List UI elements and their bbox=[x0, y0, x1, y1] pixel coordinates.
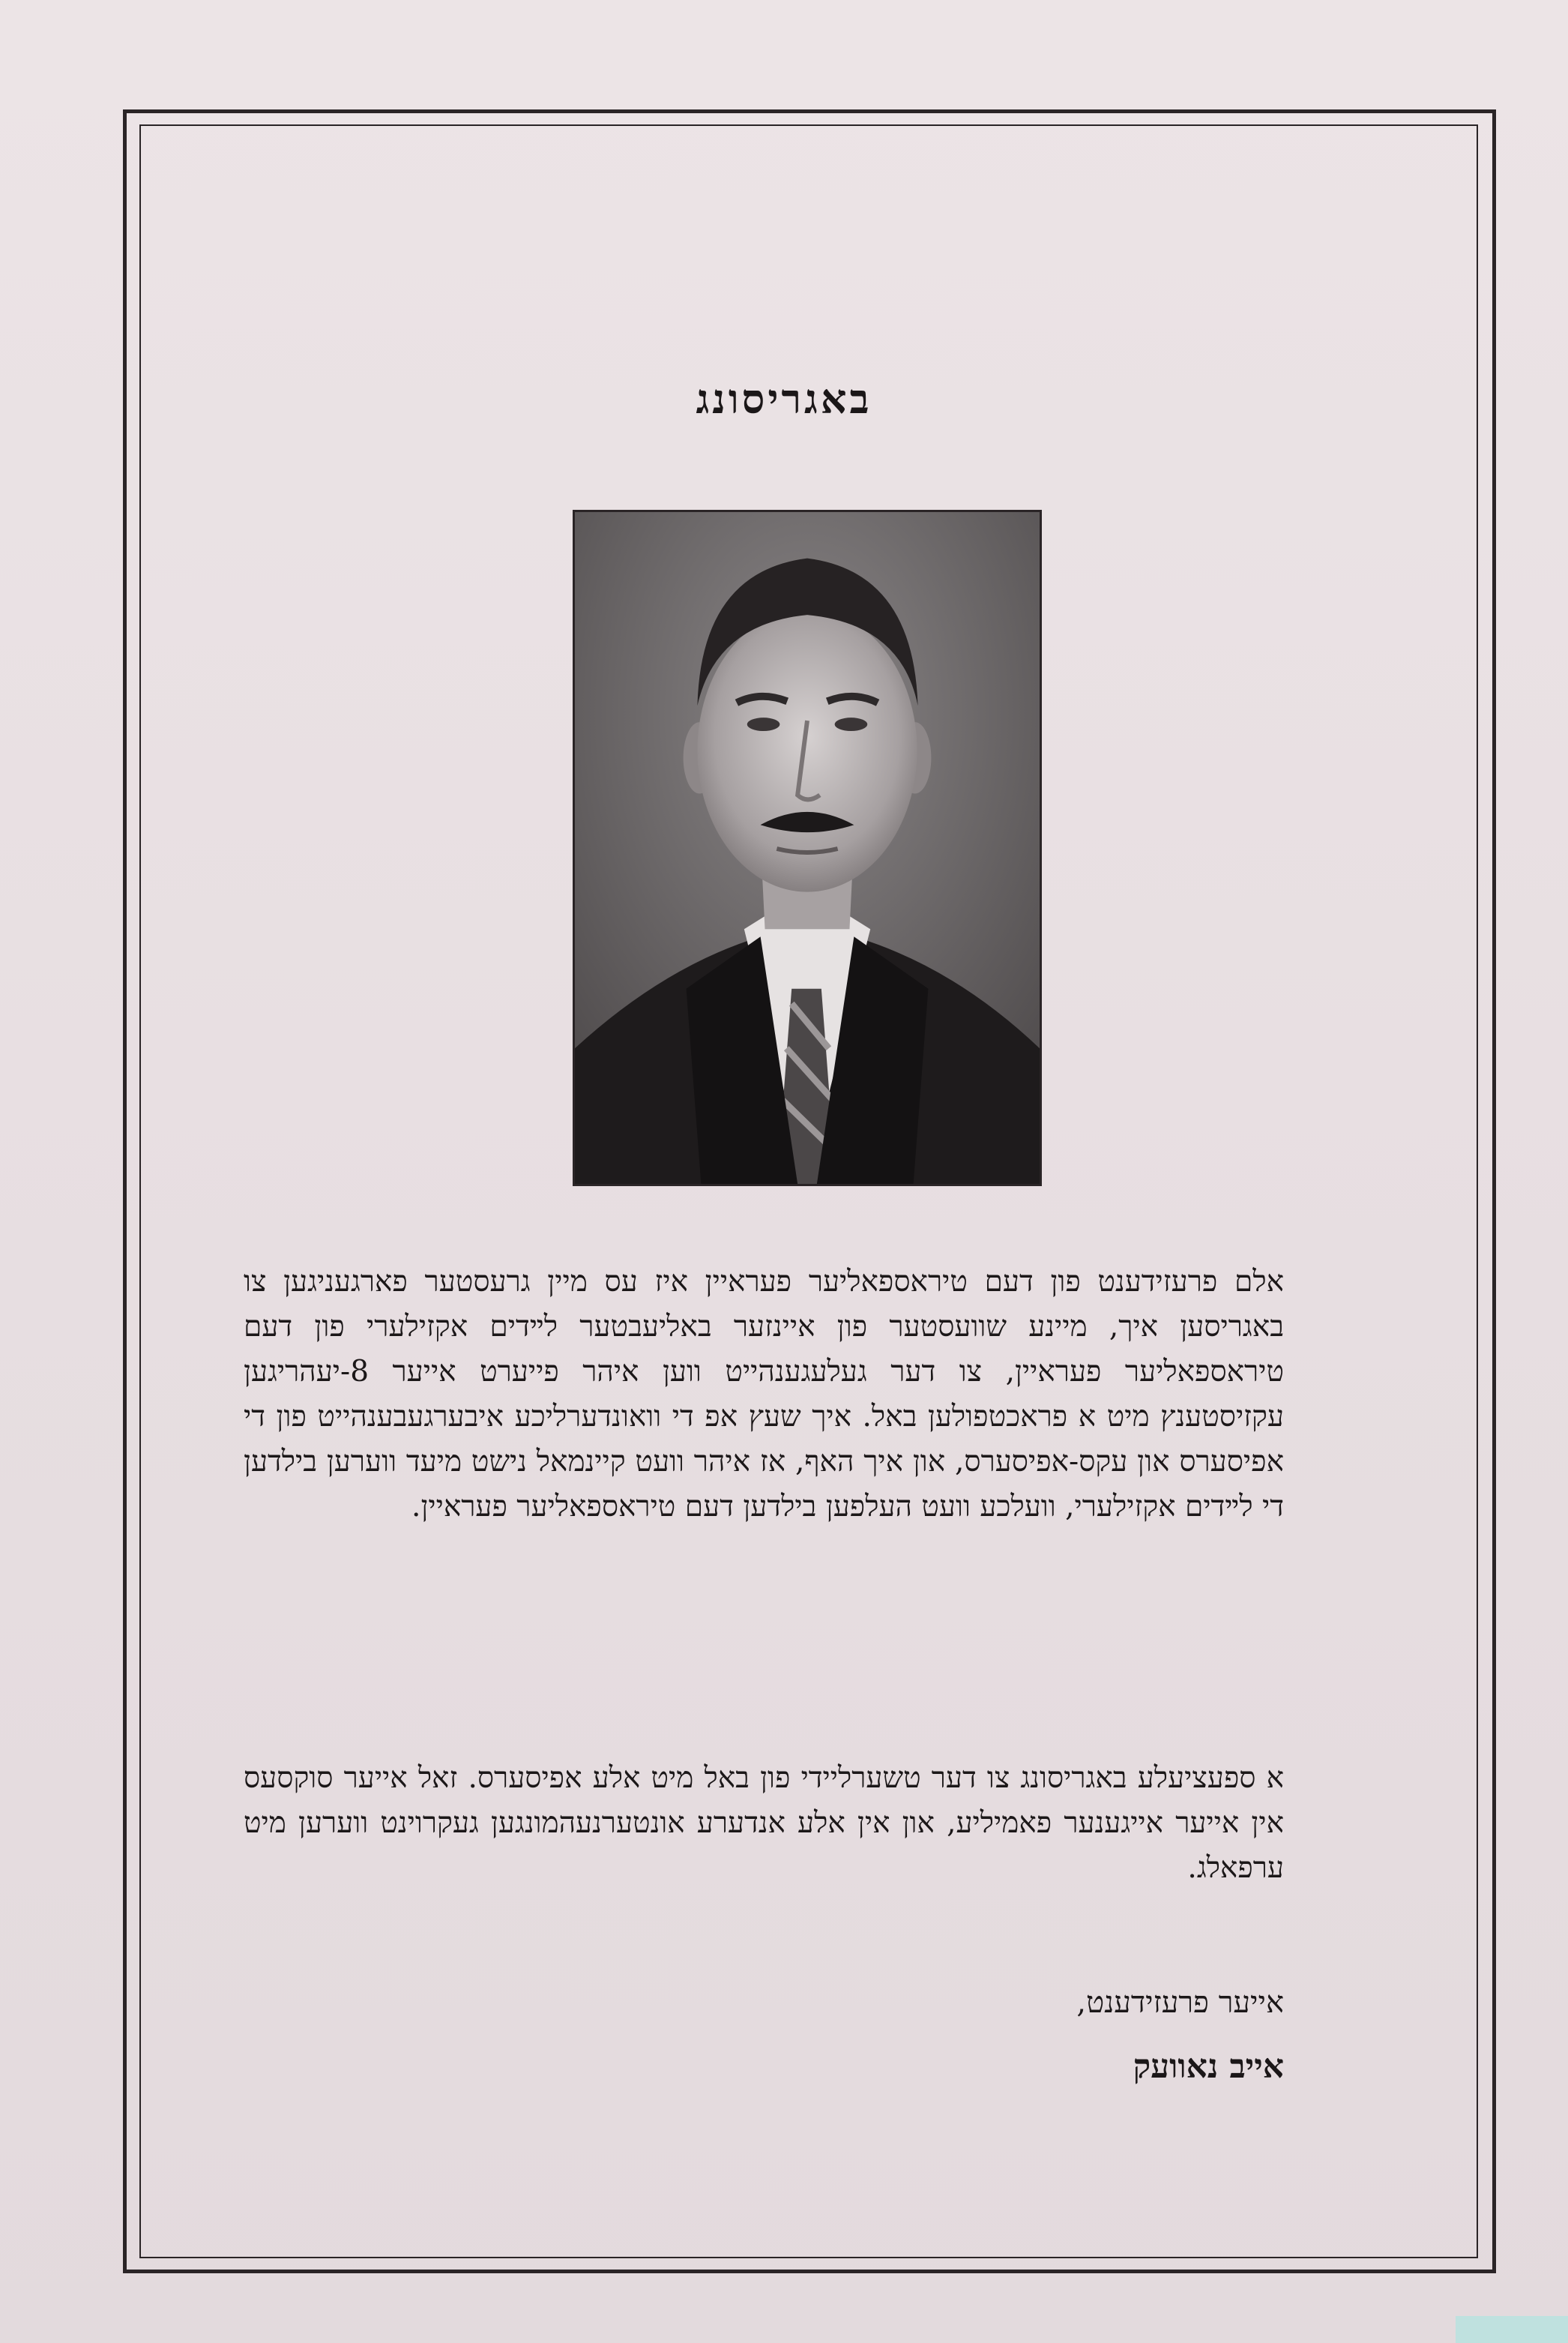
signature: אייב נאוועק bbox=[1133, 2048, 1284, 2086]
special-greeting-paragraph bbox=[244, 1756, 1284, 1891]
greeting-paragraph-text: אלם פרעזידענט פון דעם טיראספאליער פעראיין איז עס מיין גרעסטער פארגעניגען צו באגריסען איך, מיינע שוועסטער פון איינזער באליעבטער לײדים אקזילערי פון דעם טיראספאליער פעראיין, צו דער געלעגענהייט ווען איהר פייערט אייער 8-יעהריגען עקזיסטענץ מיט א פראכטפולען באל. איך שעץ אפ די וואונדערליכע איבערגעבענהייט פון די אפיסערס און עקס-אפיסערס, און איך האף, אז איהר וועט קיינמאל נישט מיעד ווערען בילדען די לײדים אקזילערי, וועלכע וועט העלפען בילדען דעם טיראספאליער פעראיין. bbox=[244, 1265, 1284, 1524]
greeting-paragraph bbox=[244, 1260, 1284, 1530]
page-border-inner bbox=[139, 124, 1478, 2258]
corner-tab bbox=[1456, 2316, 1568, 2343]
page-title: באגריסונג bbox=[696, 375, 872, 423]
closing-salutation: אייער פרעזידענט, bbox=[1076, 1985, 1284, 2020]
special-greeting-paragraph-text: א ספעציעלע באגריסונג צו דער טשערליידי פון באל מיט אלע אפיסערס. זאל אייער סוקסעס אין אייער אייגענער פאמיליע, און אין אלע אנדערע אונטערנעהמונגען געקרוינט ווערען מיט ערפאלג. bbox=[244, 1761, 1284, 1885]
portrait-photo bbox=[573, 510, 1042, 1186]
closing-block bbox=[244, 1970, 1284, 2099]
